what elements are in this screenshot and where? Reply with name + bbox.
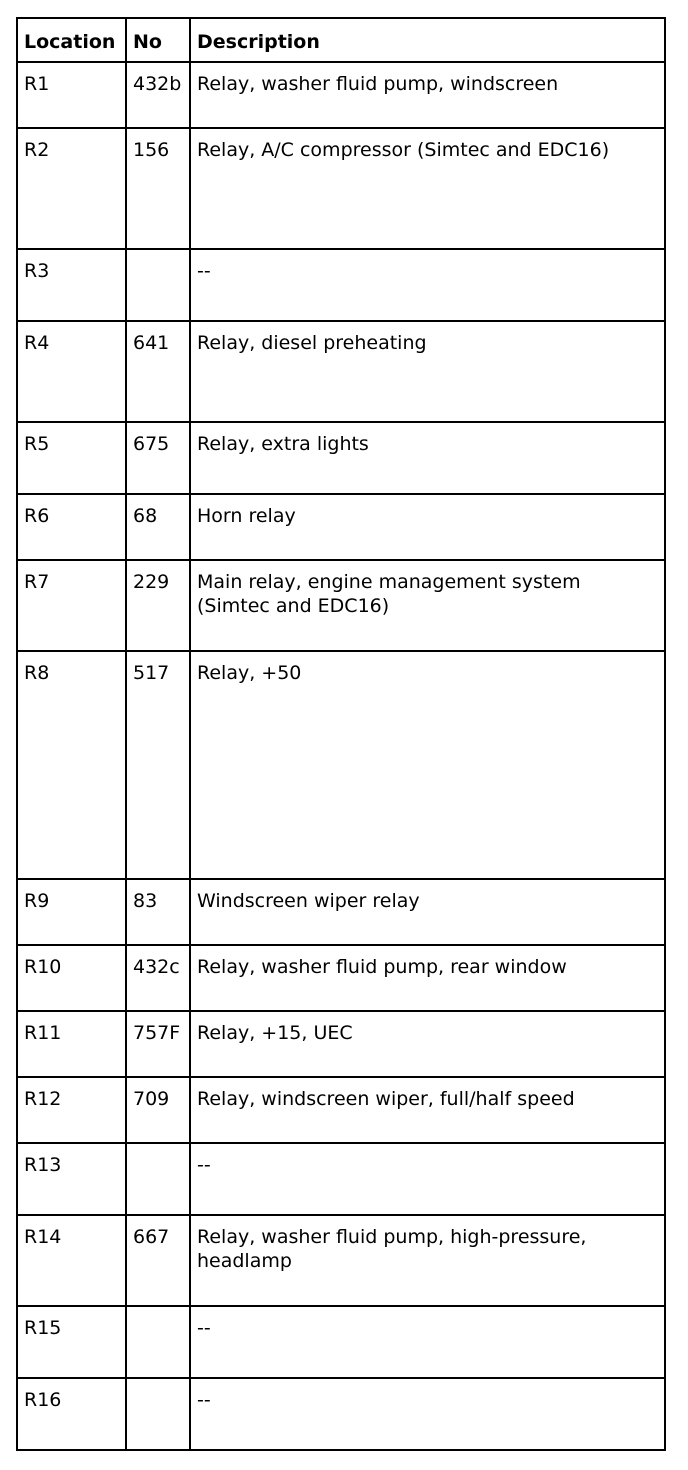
cell-description: Relay, +50 xyxy=(190,651,665,879)
cell-no: 517 xyxy=(126,651,190,879)
table-row xyxy=(17,879,665,945)
cell-no: 156 xyxy=(126,128,190,249)
cell-no: 757F xyxy=(126,1011,190,1077)
cell-no: 432b xyxy=(126,62,190,128)
cell-no: 68 xyxy=(126,494,190,560)
cell-location: R9 xyxy=(17,879,126,945)
cell-description: Relay, A/C compressor (Simtec and EDC16) xyxy=(190,128,665,249)
table-row xyxy=(17,128,665,249)
cell-location: R10 xyxy=(17,945,126,1011)
cell-location: R5 xyxy=(17,422,126,494)
table-row xyxy=(17,1306,665,1378)
cell-location: R8 xyxy=(17,651,126,879)
cell-location: R12 xyxy=(17,1077,126,1143)
header-description: Description xyxy=(190,18,665,62)
cell-no: 229 xyxy=(126,560,190,651)
cell-location: R6 xyxy=(17,494,126,560)
cell-no: 709 xyxy=(126,1077,190,1143)
table-row xyxy=(17,945,665,1011)
cell-location: R2 xyxy=(17,128,126,249)
table-row xyxy=(17,62,665,128)
cell-location: R15 xyxy=(17,1306,126,1378)
cell-description: Relay, windscreen wiper, full/half speed xyxy=(190,1077,665,1143)
table-row xyxy=(17,560,665,651)
cell-description: Relay, washer fluid pump, rear window xyxy=(190,945,665,1011)
table-row xyxy=(17,1011,665,1077)
cell-description: Horn relay xyxy=(190,494,665,560)
relay-table xyxy=(16,17,666,1451)
table-row xyxy=(17,494,665,560)
header-location: Location xyxy=(17,18,126,62)
cell-location: R3 xyxy=(17,249,126,321)
cell-no xyxy=(126,1378,190,1450)
table-row xyxy=(17,651,665,879)
table-row xyxy=(17,422,665,494)
cell-location: R14 xyxy=(17,1215,126,1306)
table-row xyxy=(17,321,665,422)
cell-description: -- xyxy=(190,1143,665,1215)
cell-description: Relay, +15, UEC xyxy=(190,1011,665,1077)
cell-location: R4 xyxy=(17,321,126,422)
table-row xyxy=(17,249,665,321)
cell-description: Windscreen wiper relay xyxy=(190,879,665,945)
cell-location: R1 xyxy=(17,62,126,128)
table-row xyxy=(17,1215,665,1306)
cell-no xyxy=(126,1306,190,1378)
cell-description: Relay, washer fluid pump, high-pressure, headlamp xyxy=(190,1215,665,1306)
cell-location: R16 xyxy=(17,1378,126,1450)
cell-description: Relay, diesel preheating xyxy=(190,321,665,422)
cell-location: R13 xyxy=(17,1143,126,1215)
cell-no: 83 xyxy=(126,879,190,945)
cell-description: -- xyxy=(190,249,665,321)
cell-description: Relay, extra lights xyxy=(190,422,665,494)
cell-location: R7 xyxy=(17,560,126,651)
table-row xyxy=(17,1378,665,1450)
cell-description: Main relay, engine management system (Simtec and EDC16) xyxy=(190,560,665,651)
cell-no xyxy=(126,1143,190,1215)
cell-description: Relay, washer fluid pump, windscreen xyxy=(190,62,665,128)
cell-no xyxy=(126,249,190,321)
cell-description: -- xyxy=(190,1306,665,1378)
table-row xyxy=(17,1077,665,1143)
table-header-row xyxy=(17,18,665,62)
cell-no: 667 xyxy=(126,1215,190,1306)
cell-no: 432c xyxy=(126,945,190,1011)
cell-no: 641 xyxy=(126,321,190,422)
cell-description: -- xyxy=(190,1378,665,1450)
cell-location: R11 xyxy=(17,1011,126,1077)
cell-no: 675 xyxy=(126,422,190,494)
table-row xyxy=(17,1143,665,1215)
header-no: No xyxy=(126,18,190,62)
